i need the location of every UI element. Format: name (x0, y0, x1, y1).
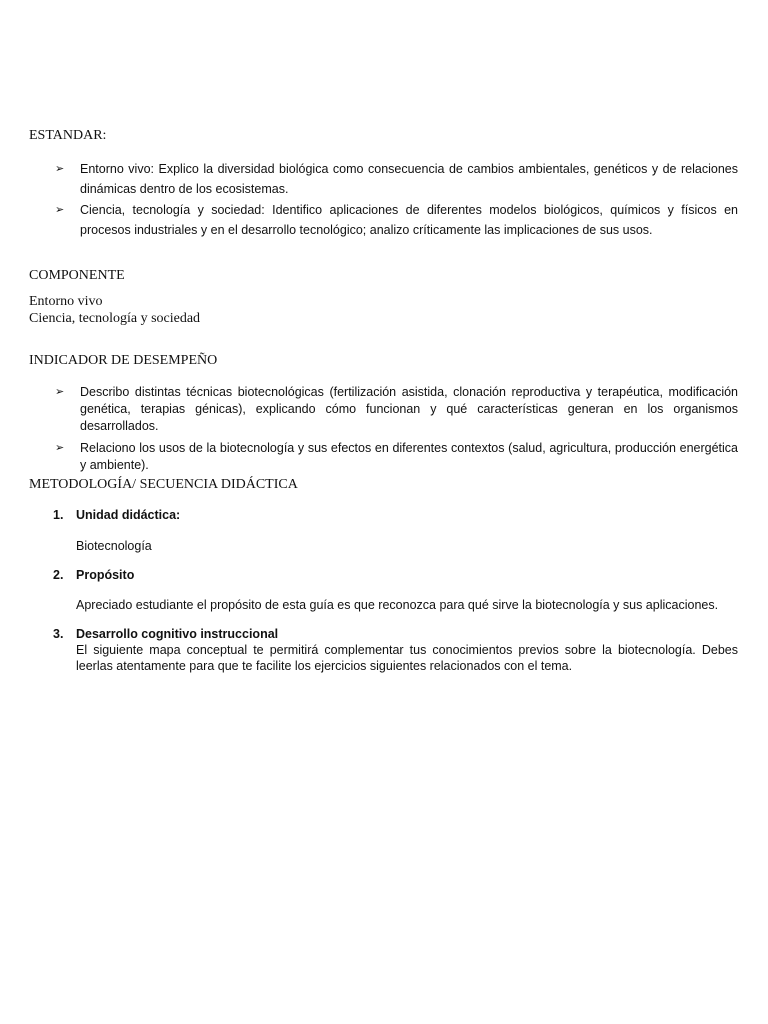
estandar-item-text: Entorno vivo: Explico la diversidad biológica como consecuencia de cambios ambientales, genéticos y de relaciones dinámicas dentro de los ecosistemas. (80, 162, 738, 196)
estandar-heading: ESTANDAR: (29, 128, 107, 143)
indicador-heading: INDICADOR DE DESEMPEÑO (29, 353, 218, 368)
arrowhead-bullet-icon: ➢ (55, 204, 65, 216)
componente-heading: COMPONENTE (29, 268, 125, 283)
arrowhead-bullet-icon: ➢ (55, 163, 65, 175)
estandar-item-text: Ciencia, tecnología y sociedad: Identifico aplicaciones de diferentes modelos biológicos, químicos y físicos en procesos industriales y en el desarrollo tecnológico; analizo críticamente las implicaciones de sus usos. (80, 203, 738, 237)
section-body: Biotecnología (76, 539, 152, 553)
section-body: El siguiente mapa conceptual te permitirá complementar tus conocimientos previos sobre la biotecnología. Debes leerlas atentamente para que te facilite los ejercicios siguientes relacionados con el tema. (76, 643, 738, 673)
section-body: Apreciado estudiante el propósito de esta guía es que reconozca para qué sirve la biotecnología y sus aplicaciones. (76, 598, 719, 612)
arrowhead-bullet-icon: ➢ (55, 442, 65, 454)
indicador-item-text: Relaciono los usos de la biotecnología y sus efectos en diferentes contextos (salud, agricultura, producción energética y ambiente). (80, 441, 738, 472)
arrowhead-bullet-icon: ➢ (55, 386, 65, 398)
section-number: 2. (53, 568, 64, 582)
componente-line: Ciencia, tecnología y sociedad (29, 311, 201, 326)
metodologia-heading: METODOLOGÍA/ SECUENCIA DIDÁCTICA (29, 477, 298, 492)
section-title: Unidad didáctica: (76, 508, 181, 522)
section-title: Propósito (76, 568, 135, 582)
componente-line: Entorno vivo (29, 294, 103, 309)
section-number: 1. (53, 508, 64, 522)
section-title: Desarrollo cognitivo instruccional (76, 627, 279, 641)
indicador-item-text: Describo distintas técnicas biotecnológicas (fertilización asistida, clonación reproductiva y terapéutica, modificación genética, terapias génicas), explicando cómo funcionan y qué características generan en los organismos desarrollados. (80, 385, 738, 433)
section-number: 3. (53, 627, 64, 641)
